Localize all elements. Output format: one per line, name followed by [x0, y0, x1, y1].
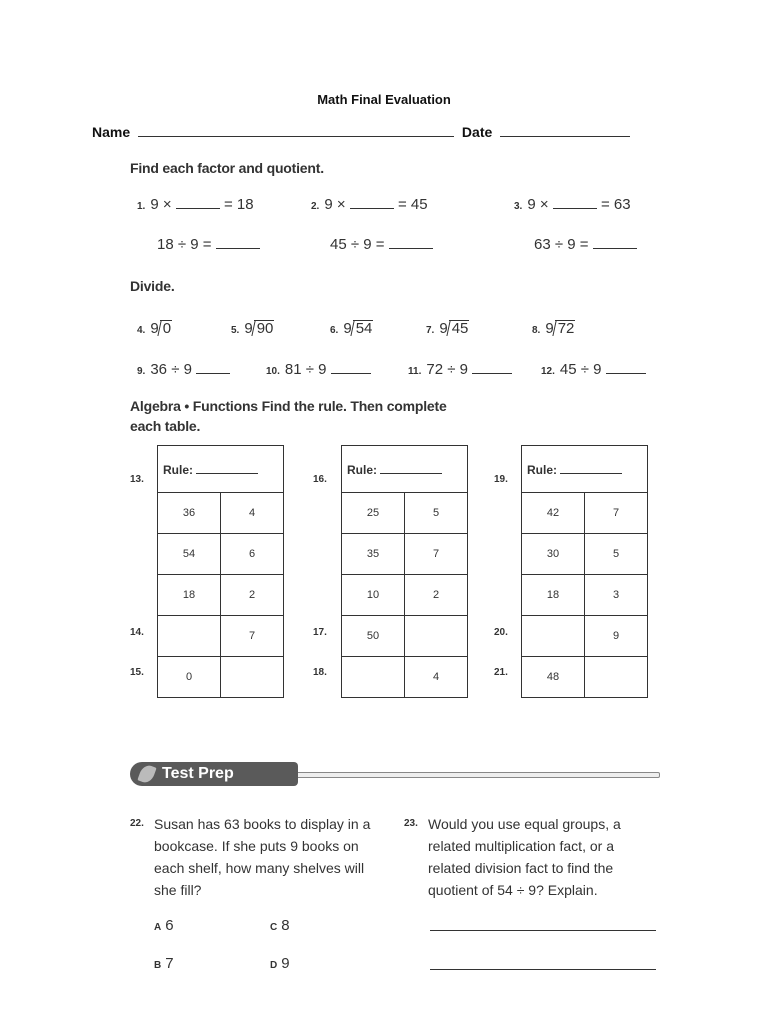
problem-8: 8. 9 72 — [532, 320, 575, 337]
answer-blank[interactable] — [176, 196, 220, 209]
leaf-icon — [137, 763, 156, 785]
table-number: 19. — [494, 474, 508, 485]
answer-blank[interactable] — [606, 361, 646, 374]
rule-cell[interactable]: Rule: — [522, 446, 648, 493]
name-date-row — [92, 124, 630, 140]
problem-3b: 63 ÷ 9 = — [534, 236, 637, 253]
page-title: Math Final Evaluation — [317, 92, 451, 107]
problem-10: 10. 81 ÷ 9 — [266, 361, 371, 378]
section1-heading: Find each factor and quotient. — [130, 160, 324, 176]
problem-number: 3. — [514, 201, 523, 212]
table-row: 36 4 — [158, 493, 284, 534]
option-a[interactable]: A 6 — [154, 917, 174, 934]
table-row: 10 2 — [342, 575, 468, 616]
answer-blank[interactable] — [593, 236, 637, 249]
rule-blank[interactable] — [196, 461, 258, 474]
table-row: 42 7 — [522, 493, 648, 534]
table-number: 14. — [130, 627, 144, 638]
rule-cell[interactable]: Rule: — [342, 446, 468, 493]
answer-blank[interactable] — [350, 196, 394, 209]
table-row: 30 5 — [522, 534, 648, 575]
date-blank[interactable] — [500, 124, 630, 137]
answer-blank[interactable] — [389, 236, 433, 249]
section2-heading: Divide. — [130, 278, 175, 294]
rule-cell[interactable]: Rule: — [158, 446, 284, 493]
table-number: 16. — [313, 474, 327, 485]
table-row: 7 — [158, 616, 284, 657]
problem-12: 12. 45 ÷ 9 — [541, 361, 646, 378]
banner-rule — [295, 772, 660, 778]
table-row: 18 3 — [522, 575, 648, 616]
rule-blank[interactable] — [560, 461, 622, 474]
problem-4: 4. 9 0 — [137, 320, 172, 337]
problem-2b: 45 ÷ 9 = — [330, 236, 433, 253]
problem-11: 11. 72 ÷ 9 — [408, 361, 512, 378]
function-table — [341, 445, 468, 698]
table-number: 21. — [494, 667, 508, 678]
table-row: 35 7 — [342, 534, 468, 575]
table-row: 9 — [522, 616, 648, 657]
problem-2: 2. 9 × = 45 — [311, 196, 428, 213]
problem-1b: 18 ÷ 9 = — [157, 236, 260, 253]
answer-blank[interactable] — [196, 361, 230, 374]
answer-line[interactable] — [430, 930, 656, 931]
section3-heading: Algebra • Functions Find the rule. Then complete each table. — [130, 398, 447, 434]
problem-3: 3. 9 × = 63 — [514, 196, 631, 213]
long-division-bracket: 54 — [352, 320, 374, 337]
option-b[interactable]: B 7 — [154, 955, 174, 972]
table-number: 18. — [313, 667, 327, 678]
problem-6: 6. 9 54 — [330, 320, 373, 337]
long-division-bracket: 45 — [448, 320, 470, 337]
table-row: 0 — [158, 657, 284, 698]
date-label: Date — [461, 124, 493, 140]
name-blank[interactable] — [138, 124, 454, 137]
problem-1: 1. 9 × = 18 — [137, 196, 254, 213]
problem-5: 5. 9 90 — [231, 320, 274, 337]
rule-blank[interactable] — [380, 461, 442, 474]
long-division-bracket: 90 — [253, 320, 275, 337]
table-row: 48 — [522, 657, 648, 698]
function-table — [521, 445, 648, 698]
answer-blank[interactable] — [553, 196, 597, 209]
question-23: 23. Would you use equal groups, a related multiplication fact, or a related division fact to find the quotient of 54 ÷ 9? Explain. — [404, 816, 621, 898]
test-prep-badge: Test Prep — [130, 762, 298, 786]
test-prep-banner — [130, 762, 660, 786]
option-c[interactable]: C 8 — [270, 917, 290, 934]
long-division-bracket: 72 — [554, 320, 576, 337]
answer-blank[interactable] — [331, 361, 371, 374]
table-row: 4 — [342, 657, 468, 698]
answer-line[interactable] — [430, 969, 656, 970]
table-number: 17. — [313, 627, 327, 638]
answer-blank[interactable] — [472, 361, 512, 374]
name-label: Name — [92, 124, 131, 140]
problem-number: 1. — [137, 201, 146, 212]
function-table — [157, 445, 284, 698]
table-number: 15. — [130, 667, 144, 678]
option-d[interactable]: D 9 — [270, 955, 290, 972]
answer-blank[interactable] — [216, 236, 260, 249]
problem-number: 2. — [311, 201, 320, 212]
problem-7: 7. 9 45 — [426, 320, 469, 337]
table-row: 25 5 — [342, 493, 468, 534]
table-number: 13. — [130, 474, 144, 485]
question-22: 22. Susan has 63 books to display in a bookcase. If she puts 9 books on each shelf, how many shelves will she fill? — [130, 816, 371, 898]
long-division-bracket: 0 — [159, 320, 172, 337]
table-row: 18 2 — [158, 575, 284, 616]
table-row: 50 — [342, 616, 468, 657]
problem-9: 9. 36 ÷ 9 — [137, 361, 230, 378]
table-number: 20. — [494, 627, 508, 638]
table-row: 54 6 — [158, 534, 284, 575]
